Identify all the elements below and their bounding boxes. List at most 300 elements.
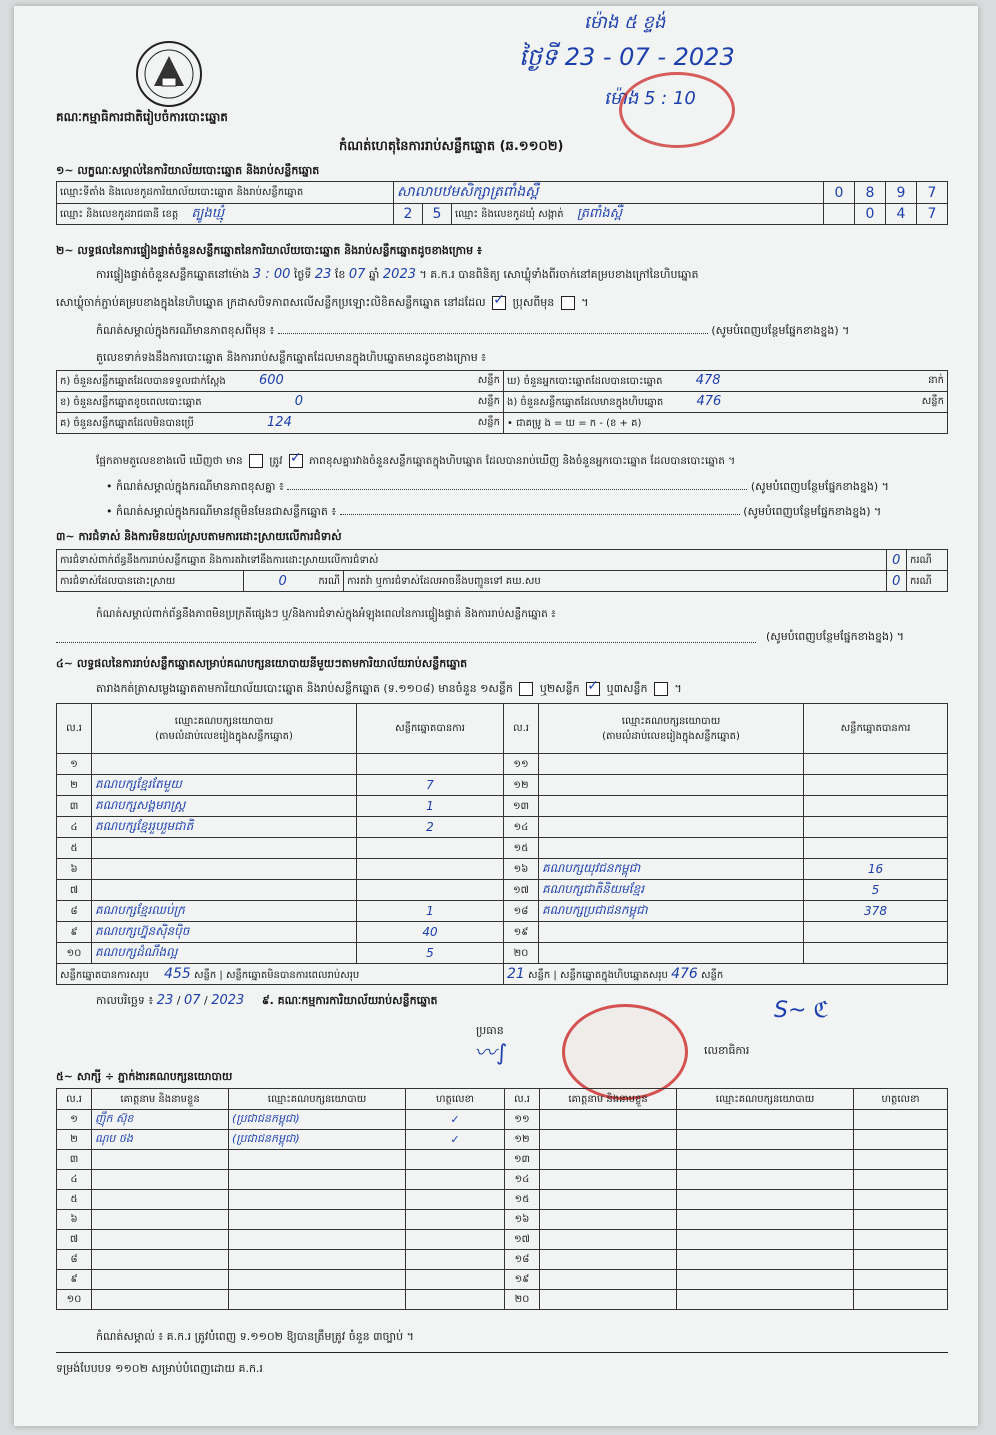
row-no: ៤ — [57, 817, 92, 838]
row-no: ៩ — [57, 922, 92, 943]
secretary-label: លេខាធិការ — [704, 1044, 750, 1057]
total-valid: សន្លឹកឆ្នោតបានការសរុប 455 សន្លឹក | សន្លឹកឆ្នោតមិនបានការពេលរាប់សរុប — [57, 964, 504, 985]
total-box-unit: សន្លឹក — [701, 969, 724, 981]
table-row — [57, 817, 948, 838]
witness-sign — [854, 1190, 948, 1210]
row-no: ៧ — [57, 880, 92, 901]
row-no: ១៤ — [504, 817, 539, 838]
party-votes: 16 — [804, 859, 948, 880]
p1-c: ខែ — [334, 268, 346, 281]
row-no: ១០ — [57, 943, 92, 964]
witness-name — [92, 1170, 229, 1190]
stamp-time: ម៉ោង 5 : 10 — [604, 88, 696, 109]
row-no: ១ — [57, 1110, 92, 1130]
party-name — [539, 817, 804, 838]
row-no: ១៨ — [505, 1250, 540, 1270]
party-name: គណបក្សប្រជាជនកម្ពុជា — [539, 901, 804, 922]
section3-heading: ៣~ ការជំទាស់ និងការមិនយល់ស្របតាមការដោះស្រាយលើការជំទាស់ — [56, 530, 342, 543]
party-votes: 2 — [357, 817, 504, 838]
note2-blank — [287, 489, 747, 490]
total-invalid-unit: សន្លឹក — [528, 969, 551, 981]
committee-label: ៩. គណៈកម្មការការិយាល័យរាប់សន្លឹកឆ្នោត — [261, 994, 438, 1007]
note-blank — [278, 333, 708, 334]
row-no: ១៩ — [505, 1270, 540, 1290]
row-e-label — [504, 392, 948, 413]
party-name: គណបក្សសង្គមរាស្ត្រ — [92, 796, 357, 817]
witness-sign — [854, 1250, 948, 1270]
col-votes-left: សន្លឹកឆ្នោតបានការ — [357, 704, 504, 754]
obj-row1-value — [886, 550, 906, 571]
row-no: ១២ — [505, 1130, 540, 1150]
row-d-label-text: ឃ) ចំនួនអ្នកបោះឆ្នោតដែលបានបោះឆ្នោត — [507, 376, 663, 387]
party-name — [539, 943, 804, 964]
nec-emblem-icon — [132, 38, 206, 110]
row-no: ២០ — [505, 1290, 540, 1310]
row-no: ៦ — [57, 1210, 92, 1230]
w-col-party-left: ឈ្មោះគណបក្សនយោបាយ — [229, 1089, 406, 1110]
row-a-value: 600 — [258, 373, 284, 388]
party-name — [539, 775, 804, 796]
witness-name — [540, 1270, 677, 1290]
witness-sign — [406, 1190, 505, 1210]
col-party-left-label: ឈ្មោះគណបក្សនយោបាយ — [174, 715, 274, 727]
p1-a: ការផ្ទៀងផ្ទាត់ចំនួនសន្លឹកឆ្នោតនៅម៉ោង — [96, 268, 250, 281]
table-row — [57, 1250, 948, 1270]
witness-party — [677, 1110, 854, 1130]
witness-party: (ប្រជាជនកម្ពុជា) — [229, 1110, 406, 1130]
section2-note — [96, 324, 849, 338]
table-row — [57, 901, 948, 922]
row-no: ១៤ — [505, 1170, 540, 1190]
compare-line — [96, 454, 735, 468]
tally-opt3: ឬ៣សន្លឹក — [606, 682, 648, 695]
section2-heading: ២~ លទ្ធផលនៃការផ្ទៀងផ្ទាត់ចំនួនសន្លឹកឆ្នោតនៃការិយាល័យបោះឆ្នោត និងរាប់សន្លឹកឆ្នោតដូចខាងក្រោម ៖ — [56, 244, 482, 257]
witness-sign — [406, 1150, 505, 1170]
row-no: ៨ — [57, 1250, 92, 1270]
witness-sign — [854, 1150, 948, 1170]
fill-hint: (សូមបំពេញបន្ថែមផ្នែកខាងខ្នង) ។ — [711, 324, 850, 337]
form-note: ទម្រង់បែបបទ ១១០២ សម្រាប់បំពេញដោយ គ.ក.រ — [56, 1362, 263, 1375]
party-votes — [804, 838, 948, 859]
month-value: 07 — [348, 267, 366, 282]
witness-party — [229, 1270, 406, 1290]
party-name — [539, 838, 804, 859]
row-c-label-text: គ) ចំនួនសន្លឹកឆ្នោតដែលមិនបានប្រើ — [60, 418, 194, 429]
table-row — [57, 1230, 948, 1250]
objections-table — [56, 549, 948, 592]
witness-party — [229, 1150, 406, 1170]
witness-name — [540, 1110, 677, 1130]
witness-name: ញ៉ឹក ស៊ុខ — [92, 1110, 229, 1130]
row-no: ១៧ — [504, 880, 539, 901]
obj-row2b-unit: ករណី — [907, 571, 948, 592]
obj-row2b-value — [886, 571, 906, 592]
witness-name — [540, 1230, 677, 1250]
col-party-right-sub: (តាមលំដាប់លេខរៀងក្នុងសន្លឹកឆ្នោត) — [602, 730, 740, 742]
row-no: ១៣ — [504, 796, 539, 817]
party-votes — [804, 796, 948, 817]
date-day: 23 — [156, 993, 174, 1008]
province-label — [57, 204, 394, 225]
witness-name — [92, 1250, 229, 1270]
stamp-date: ថ្ងៃទី 23 - 07 - 2023 — [519, 43, 735, 71]
row-d-unit: នាក់ — [928, 375, 944, 386]
footer-note: កំណត់សម្គាល់ ៖ គ.ក.រ ត្រូវបំពេញ ទ.១១០២ ឱ្យបានត្រឹមត្រូវ ចំនួន ៣ច្បាប់ ។ — [96, 1330, 414, 1343]
table-row — [57, 1170, 948, 1190]
tally-checkbox-2[interactable] — [586, 682, 600, 696]
party-votes: 40 — [357, 922, 504, 943]
row-e-label-text: ង) ចំនួនសន្លឹកឆ្នោតដែលមានក្នុងហិបឆ្នោត — [507, 397, 664, 408]
witness-party — [677, 1130, 854, 1150]
section2-para2: សោឃ្លុំចាក់ភ្ជាប់គម្របខាងក្នុងនៃហិបឆ្នោត ក្រដាសបិទភាពសលើសន្លឹកប្រឡោះលិខិតសន្លឹកឆ្នោត នៅដដែល ✓ ប្រុសពីមុន ។ — [56, 296, 589, 310]
station-value — [394, 182, 824, 204]
p2-text: សោឃ្លុំចាក់ភ្ជាប់គម្របខាងក្នុងនៃហិបឆ្នោត ក្រដាសបិទភាពសលើសន្លឹកប្រឡោះលិខិតសន្លឹកឆ្នោត នៅដដែល — [56, 296, 486, 309]
total-valid-label: សន្លឹកឆ្នោតបានការសរុប — [60, 969, 149, 981]
org-name: គណៈកម្មាធិការជាតិរៀបចំការបោះឆ្នោត — [56, 110, 228, 124]
row-no: ១៦ — [504, 859, 539, 880]
total-invalid-label: សន្លឹកឆ្នោតមិនបានការពេលរាប់សរុប — [225, 969, 360, 981]
obj-row2b-value-text: 0 — [892, 573, 901, 589]
row-no: ៤ — [57, 1170, 92, 1190]
section4-heading: ៤~ លទ្ធផលនៃការរាប់សន្លឹកឆ្នោតសម្រាប់គណបក្សនយោបាយនីមួយៗតាមការិយាល័យរាប់សន្លឹកឆ្នោត — [56, 657, 468, 670]
province-code-1: 2 — [394, 204, 423, 225]
row-no: ១៧ — [505, 1230, 540, 1250]
witness-sign: ✓ — [406, 1110, 505, 1130]
tally-line: តារាងកត់ត្រាសម្លេងឆ្នោតតាមការិយាល័យបោះឆ្នោត និងរាប់សន្លឹកឆ្នោត (ទ.១១០៨) មានចំនួន ១សន្លឹក ឬ២សន្លឹក ✓ ឬ៣សន្លឹក ។ — [96, 682, 682, 696]
witness-sign — [854, 1210, 948, 1230]
tally-checkbox-1[interactable] — [519, 682, 533, 696]
table-row — [57, 1270, 948, 1290]
col-party-right-label: ឈ្មោះគណបក្សនយោបាយ — [621, 715, 721, 727]
commune-code-blank — [824, 204, 855, 225]
row-no: ១៨ — [504, 901, 539, 922]
row-d-label — [504, 371, 948, 392]
province-value: ត្បូងឃ្មុំ — [191, 205, 225, 221]
compare-opt1: ត្រូវ — [269, 455, 283, 467]
table-row — [57, 838, 948, 859]
party-votes: 5 — [804, 880, 948, 901]
witness-party — [229, 1290, 406, 1310]
witness-sign — [406, 1270, 505, 1290]
row-no: ៨ — [57, 901, 92, 922]
commune-code-3: 7 — [917, 204, 948, 225]
witness-sign — [854, 1290, 948, 1310]
party-name: គណបក្សដំណឹងល្អ — [92, 943, 357, 964]
row-no: ៥ — [57, 838, 92, 859]
day-value: 23 — [314, 267, 332, 282]
witness-sign — [406, 1290, 505, 1310]
footer-divider — [56, 1352, 948, 1353]
w-col-sign-left: ហត្ថលេខា — [406, 1089, 505, 1110]
witness-party — [677, 1190, 854, 1210]
table-row — [57, 1150, 948, 1170]
w-col-name-left: គោត្តនាម និងនាមខ្លួន — [92, 1089, 229, 1110]
compare-opt2: ភាពខុសគ្នារវាងចំនួនសន្លឹកឆ្នោតក្នុងហិបឆ្នោត ដែលបានរាប់ឃើញ និងចំនួនអ្នកបោះឆ្នោត ដែលបានបោះឆ្នោត ។ — [309, 455, 736, 467]
p1-b: ថ្ងៃទី — [293, 268, 312, 281]
tally-text: តារាងកត់ត្រាសម្លេងឆ្នោតតាមការិយាល័យបោះឆ្នោត និងរាប់សន្លឹកឆ្នោត (ទ.១១០៨) មានចំនួន ១សន្លឹក — [96, 682, 513, 695]
date-label: កាលបរិច្ឆេទ ៖ — [96, 994, 154, 1007]
row-e-unit: សន្លឹក — [921, 396, 944, 407]
row-c-label — [57, 413, 504, 434]
year-value: 2023 — [382, 267, 416, 282]
note3-line — [106, 505, 881, 519]
witness-sign — [406, 1210, 505, 1230]
table-row — [57, 859, 948, 880]
party-votes — [357, 880, 504, 901]
witness-party — [677, 1230, 854, 1250]
commune-value: ត្រពាំងស្ពឺ — [576, 205, 622, 221]
witness-name — [540, 1210, 677, 1230]
col-party-left-sub: (តាមលំដាប់លេខរៀងក្នុងសន្លឹកឆ្នោត) — [155, 730, 293, 742]
note2: • កំណត់សម្គាល់ក្នុងករណីមានភាពខុសគ្នា ៖ — [106, 480, 284, 493]
table-row — [57, 1110, 948, 1130]
commune-label — [452, 204, 824, 225]
commune-code-1: 0 — [855, 204, 886, 225]
station-code-3: 9 — [886, 182, 917, 204]
party-votes — [357, 838, 504, 859]
obj-row1-unit: ករណី — [907, 550, 948, 571]
row-no: ៥ — [57, 1190, 92, 1210]
secretary-signature: S~ ℭ — [774, 998, 829, 1023]
date-year: 2023 — [211, 993, 245, 1008]
row-no: ៣ — [57, 1150, 92, 1170]
witness-name — [92, 1190, 229, 1210]
table-row — [57, 775, 948, 796]
note2-line — [106, 480, 889, 494]
w-col-party-right: ឈ្មោះគណបក្សនយោបាយ — [677, 1089, 854, 1110]
obj-row2-value-text: 0 — [278, 573, 287, 589]
witness-name — [540, 1170, 677, 1190]
witness-sign — [406, 1230, 505, 1250]
party-name: គណបក្សយុវជនកម្ពុជា — [539, 859, 804, 880]
chair-signature: 〰∫ — [474, 1041, 508, 1066]
total-valid-unit: សន្លឹក — [193, 969, 217, 981]
w-col-no-left: ល.រ — [57, 1089, 92, 1110]
total-invalid: 21 សន្លឹក | សន្លឹកឆ្នោតក្នុងហិបឆ្នោតសរុប 476 សន្លឹក — [504, 964, 948, 985]
row-no: ១៥ — [504, 838, 539, 859]
party-votes — [804, 775, 948, 796]
province-label-text: ឈ្មោះ និងលេខកូដរាជធានី ខេត្ត — [60, 208, 179, 220]
party-votes: 5 — [357, 943, 504, 964]
witness-sign — [854, 1270, 948, 1290]
witness-name — [540, 1130, 677, 1150]
table-row — [57, 922, 948, 943]
section5-heading: ៥~ សាក្សី ÷ ភ្នាក់ងារគណបក្សនយោបាយ — [56, 1070, 233, 1083]
witness-name: ណុប ថង — [92, 1130, 229, 1150]
party-votes — [804, 943, 948, 964]
row-a-label-text: ក) ចំនួនសន្លឹកឆ្នោតដែលបានទទួលជាក់ស្តែង — [60, 376, 226, 387]
tally-opt2: ឬ២សន្លឹក — [539, 682, 580, 695]
party-name — [92, 859, 357, 880]
table-row — [57, 1210, 948, 1230]
table-row — [57, 1190, 948, 1210]
party-name: គណបក្សហ្វ៊ុនស៊ិនប៉ិច — [92, 922, 357, 943]
w-col-name-right: គោត្តនាម និងនាមខ្លួន — [540, 1089, 677, 1110]
row-no: ៦ — [57, 859, 92, 880]
party-name — [539, 754, 804, 775]
col-party-left — [92, 704, 357, 754]
table-row — [57, 880, 948, 901]
row-b-unit: សន្លឹក — [477, 396, 500, 407]
col-votes-right: សន្លឹកឆ្នោតបានការ — [804, 704, 948, 754]
note3-blank — [340, 514, 740, 515]
witness-party — [229, 1250, 406, 1270]
party-votes: 378 — [804, 901, 948, 922]
party-name — [539, 922, 804, 943]
table-row — [57, 1130, 948, 1150]
witness-name — [540, 1190, 677, 1210]
table-row — [57, 1290, 948, 1310]
fill-hint2a: (សូមបំពេញបន្ថែមផ្នែកខាងខ្នង) ។ — [750, 480, 889, 493]
row-no: ២ — [57, 775, 92, 796]
witness-name — [92, 1270, 229, 1290]
party-votes — [804, 754, 948, 775]
station-code-1: 0 — [824, 182, 855, 204]
note3: • កំណត់សម្គាល់ក្នុងករណីមានវត្ថុមិនមែនជាសន្លឹកឆ្នោត ៖ — [106, 505, 337, 518]
section2-para1 — [96, 268, 698, 282]
row-no: ១១ — [505, 1110, 540, 1130]
witness-party — [677, 1210, 854, 1230]
party-name: គណបក្សខ្មែរឈប់ក្រ — [92, 901, 357, 922]
obj-row2-unit: ករណី — [318, 575, 341, 587]
section1-heading: ១~ លក្ខណៈសម្គាល់នៃការិយាល័យបោះឆ្នោត និងរាប់សន្លឹកឆ្នោត — [56, 164, 320, 177]
party-name — [92, 754, 357, 775]
section3-note-blank — [56, 642, 756, 643]
province-code-2: 5 — [423, 204, 452, 225]
obj-row2b-label: ការតវ៉ា ឬការជំទាស់ដែលអាចនឹងបញ្ជូនទៅ គឃ.សប — [344, 571, 886, 592]
station-code-2: 8 — [855, 182, 886, 204]
witness-party — [229, 1210, 406, 1230]
row-no: ៧ — [57, 1230, 92, 1250]
row-b-value: 0 — [294, 394, 304, 409]
station-code-4: 7 — [917, 182, 948, 204]
formula: • ជាគម្រូ ង = ឃ = ក - (ខ + គ) — [504, 413, 948, 434]
section3-note: កំណត់សម្គាល់ពាក់ព័ន្ធនឹងភាពមិនប្រក្រតីផ្សេងៗ ឬ/និងការជំទាស់ក្នុងអំឡុងពេលនៃការផ្ទៀងផ្ទាត់ និងការរាប់សន្លឹកឆ្នោត ៖ — [96, 608, 556, 620]
table-row — [57, 943, 948, 964]
witness-party — [677, 1170, 854, 1190]
time-value: 3 : 00 — [252, 267, 291, 282]
witness-name — [92, 1150, 229, 1170]
section3-fill-hint: (សូមបំពេញបន្ថែមផ្នែកខាងខ្នង) ។ — [766, 630, 905, 643]
party-votes — [357, 859, 504, 880]
row-no: ២០ — [504, 943, 539, 964]
witness-party — [229, 1170, 406, 1190]
party-votes — [804, 922, 948, 943]
row-no: ៩ — [57, 1270, 92, 1290]
obj-row2-label: ការជំទាស់ដែលបានដោះស្រាយ — [57, 571, 244, 592]
obj-row2-value — [244, 571, 344, 592]
compare-checkbox-2[interactable] — [289, 454, 303, 468]
witness-sign — [854, 1130, 948, 1150]
row-c-unit: សន្លឹក — [477, 417, 500, 428]
party-name: គណបក្សជាតិនិយមខ្មែរ — [539, 880, 804, 901]
witness-name — [92, 1230, 229, 1250]
total-box-label: សន្លឹកឆ្នោតក្នុងហិបឆ្នោតសរុប — [559, 969, 668, 981]
row-no: ២ — [57, 1130, 92, 1150]
witness-party — [229, 1190, 406, 1210]
witness-sign — [854, 1230, 948, 1250]
witness-party — [677, 1290, 854, 1310]
row-no: ១៦ — [505, 1210, 540, 1230]
party-votes — [357, 754, 504, 775]
witness-sign: ✓ — [406, 1130, 505, 1150]
w-col-no-right: ល.រ — [505, 1089, 540, 1110]
row-b-label-text: ខ) ចំនួនសន្លឹកឆ្នោតខូចពេលបោះឆ្នោត — [60, 397, 202, 408]
p1-d: ឆ្នាំ — [368, 268, 380, 281]
party-votes — [804, 817, 948, 838]
opt-same-label: ប្រុសពីមុន — [512, 296, 555, 309]
diff-checkbox[interactable] — [561, 296, 575, 310]
witness-sign — [406, 1250, 505, 1270]
party-votes: 1 — [357, 901, 504, 922]
party-name — [92, 838, 357, 859]
station-value-text: សាលាបឋមសិក្សាត្រពាំងស្ពឺ — [397, 184, 539, 200]
total-box-value: 476 — [671, 965, 698, 982]
witness-party — [229, 1230, 406, 1250]
witness-name — [540, 1150, 677, 1170]
col-no-left: ល.រ — [57, 704, 92, 754]
compare-checkbox-1[interactable] — [249, 454, 263, 468]
same-checkbox[interactable] — [492, 296, 506, 310]
total-valid-value: 455 — [164, 965, 191, 982]
obj-row1-value-text: 0 — [892, 552, 901, 568]
row-no: ១១ — [504, 754, 539, 775]
table-row — [57, 796, 948, 817]
row-e-value: 476 — [696, 394, 722, 409]
witness-sign — [854, 1170, 948, 1190]
witness-body — [57, 1110, 948, 1310]
w-col-sign-right: ហត្ថលេខា — [854, 1089, 948, 1110]
commune-label-text: ឈ្មោះ និងលេខកូដឃុំ សង្កាត់ — [455, 208, 564, 220]
row-no: ១២ — [504, 775, 539, 796]
witness-table — [56, 1088, 948, 1310]
date-month: 07 — [183, 993, 201, 1008]
note-label: កំណត់សម្គាល់ក្នុងករណីមានភាពខុសពីមុន ៖ — [96, 324, 275, 337]
witness-sign — [854, 1110, 948, 1130]
tally-checkbox-3[interactable] — [654, 682, 668, 696]
party-votes: 7 — [357, 775, 504, 796]
stamp-line1: ម៉ោង ៥ ខ្ទង់ — [584, 12, 666, 33]
witness-party — [677, 1150, 854, 1170]
row-a-label — [57, 371, 504, 392]
witness-sign — [406, 1170, 505, 1190]
commune-code-2: 4 — [886, 204, 917, 225]
station-label: ឈ្មោះទីតាំង និងលេខកូដការិយាល័យបោះឆ្នោត និងរាប់សន្លឹកឆ្នោត — [57, 182, 394, 204]
results-table — [56, 703, 948, 985]
row-no: ១០ — [57, 1290, 92, 1310]
party-name — [92, 880, 357, 901]
results-body — [57, 754, 948, 964]
row-no: ១៣ — [505, 1150, 540, 1170]
col-no-right: ល.រ — [504, 704, 539, 754]
col-party-right — [539, 704, 804, 754]
party-name: គណបក្សខ្មែររួបរួមជាតិ — [92, 817, 357, 838]
row-b-label — [57, 392, 504, 413]
form-sheet — [14, 6, 978, 1426]
section1-table — [56, 181, 948, 225]
row-a-unit: សន្លឹក — [477, 375, 500, 386]
row-c-value: 124 — [267, 415, 292, 430]
witness-party: (ប្រជាជនកម្ពុជា) — [229, 1130, 406, 1150]
row-no: ១៩ — [504, 922, 539, 943]
party-votes: 1 — [357, 796, 504, 817]
party-name — [539, 796, 804, 817]
witness-name — [540, 1290, 677, 1310]
compare-text: ផ្អែកតាមតួលេខខាងលើ ឃើញថា មាន — [96, 455, 243, 467]
committee-seal — [562, 1004, 688, 1100]
chair-label: ប្រធាន — [476, 1024, 504, 1037]
row-no: ១៥ — [505, 1190, 540, 1210]
